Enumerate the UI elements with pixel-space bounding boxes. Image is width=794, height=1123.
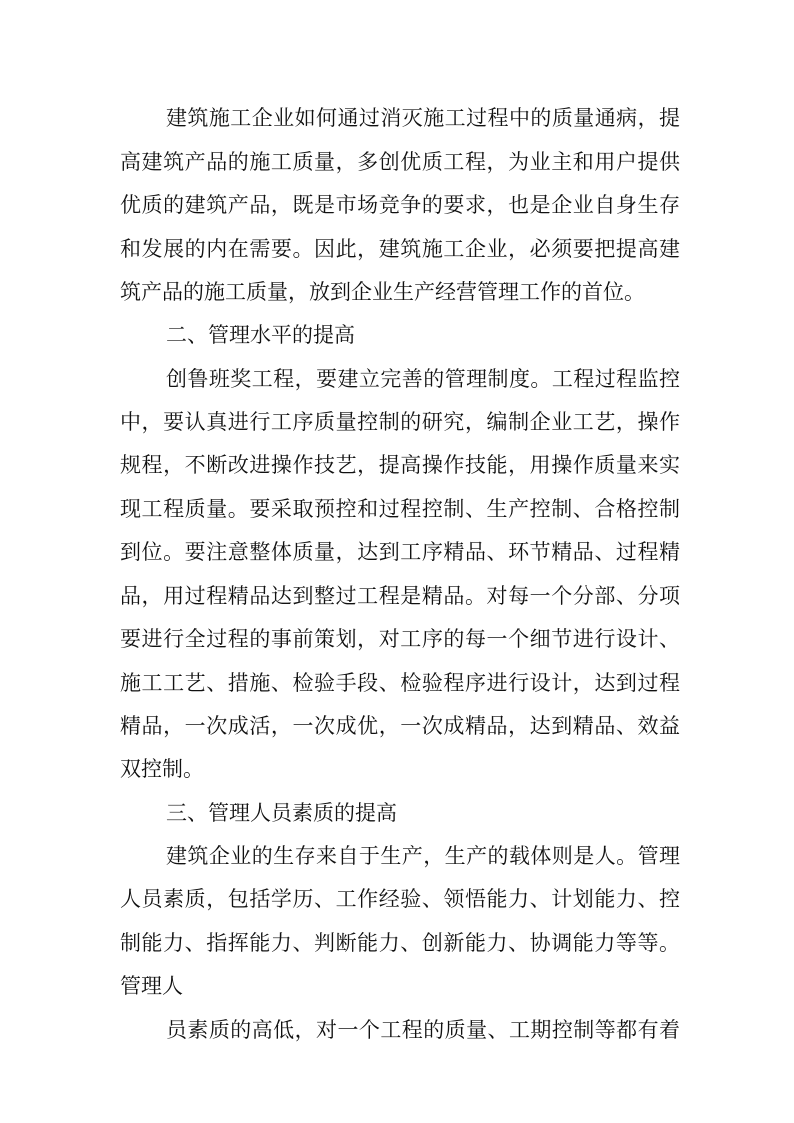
paragraph-line-11: 到位。要注意整体质量，达到工序精品、环节精品、过程精	[120, 540, 680, 564]
paragraph-line-10: 现工程质量。要采取预控和过程控制、生产控制、合格控制	[120, 497, 680, 521]
paragraph-line-8: 中，要认真进行工序质量控制的研究，编制企业工艺，操作	[120, 410, 680, 434]
section-heading-3: 三、管理人员素质的提高	[166, 801, 397, 825]
paragraph-line-15: 精品，一次成活，一次成优，一次成精品，达到精品、效益	[120, 714, 680, 738]
paragraph-line-22: 员素质的高低，对一个工程的质量、工期控制等都有着	[166, 1018, 680, 1042]
paragraph-line-19: 人员素质，包括学历、工作经验、领悟能力、计划能力、控	[120, 887, 680, 911]
paragraph-line-2: 高建筑产品的施工质量，多创优质工程，为业主和用户提供	[120, 150, 680, 174]
paragraph-line-12: 品，用过程精品达到整过工程是精品。对每一个分部、分项	[120, 584, 680, 608]
paragraph-line-16: 双控制。	[120, 757, 204, 781]
paragraph-line-9: 规程，不断改进操作技艺，提高操作技能，用操作质量来实	[120, 453, 680, 477]
paragraph-line-20: 制能力、指挥能力、判断能力、创新能力、协调能力等等。	[120, 931, 680, 955]
paragraph-line-3: 优质的建筑产品，既是市场竞争的要求，也是企业自身生存	[120, 193, 680, 217]
paragraph-line-21: 管理人	[120, 974, 183, 998]
paragraph-line-1: 建筑施工企业如何通过消灭施工过程中的质量通病，提	[166, 106, 680, 130]
paragraph-line-13: 要进行全过程的事前策划，对工序的每一个细节进行设计、	[120, 627, 680, 651]
section-heading-2: 二、管理水平的提高	[166, 323, 355, 347]
paragraph-line-14: 施工工艺、措施、检验手段、检验程序进行设计，达到过程	[120, 671, 680, 695]
paragraph-line-5: 筑产品的施工质量，放到企业生产经营管理工作的首位。	[120, 280, 645, 304]
paragraph-line-18: 建筑企业的生存来自于生产，生产的载体则是人。管理	[166, 844, 680, 868]
paragraph-line-7: 创鲁班奖工程，要建立完善的管理制度。工程过程监控	[166, 367, 680, 391]
paragraph-line-4: 和发展的内在需要。因此，建筑施工企业，必须要把提高建	[120, 237, 680, 261]
